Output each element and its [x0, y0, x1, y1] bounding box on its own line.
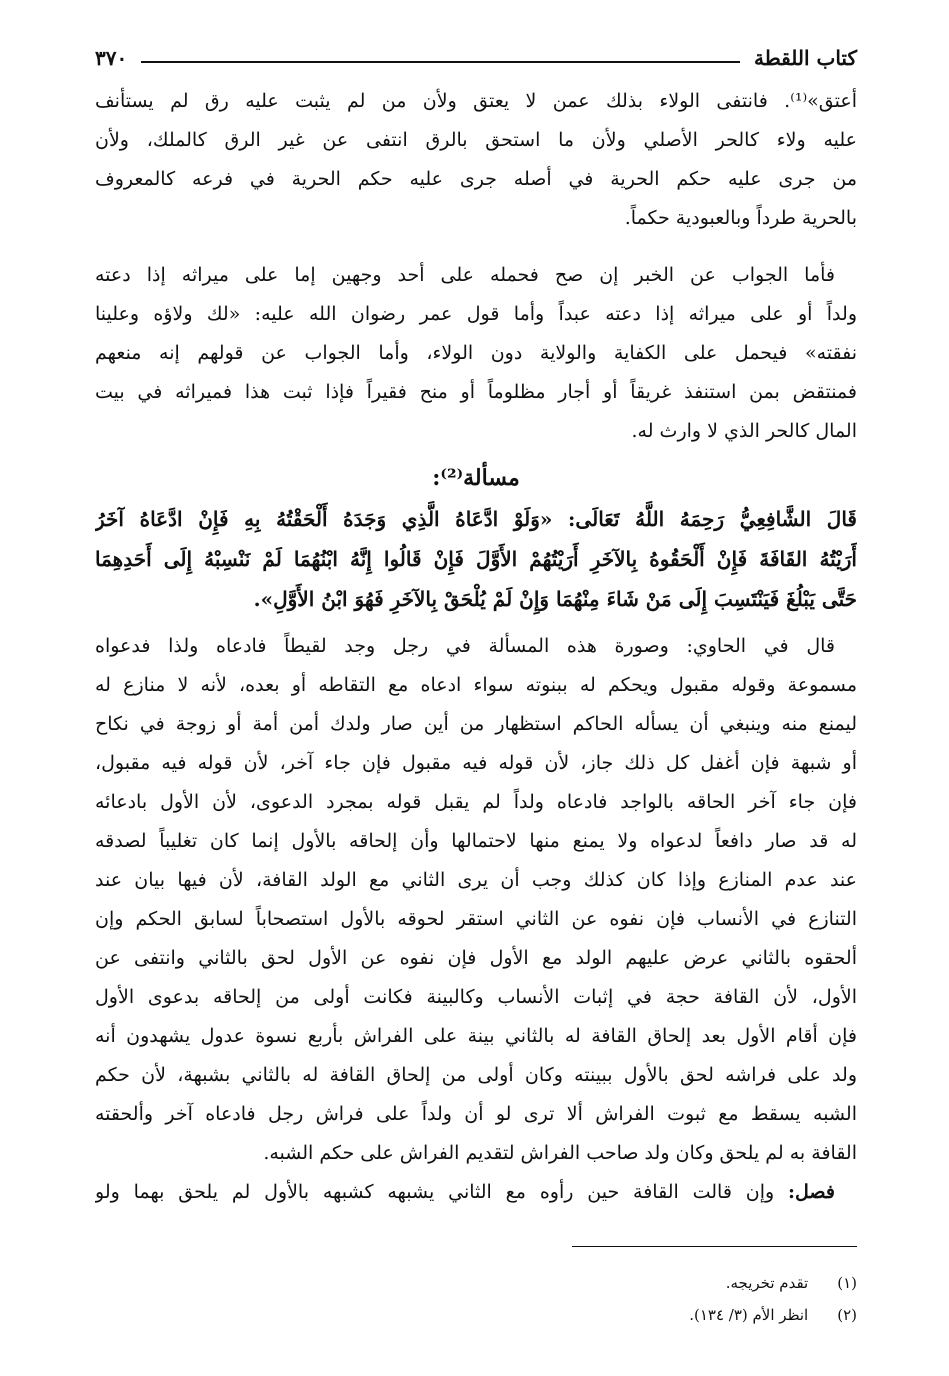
footnote-text: تقدم تخريجه.	[725, 1274, 809, 1292]
fasl-label: فصل:	[788, 1181, 835, 1203]
running-title: كتاب اللقطة	[754, 46, 857, 70]
quoted-text	[95, 499, 857, 619]
paragraph-3	[95, 627, 857, 1173]
text-line: الشبه يسقط مع ثبوت الفراش ألا ترى لو أن ولداً على فراش رجل فادعاه آخر وألحقته	[95, 1103, 857, 1125]
footnote	[95, 1267, 857, 1299]
text-line: من جرى عليه حكم الحرية في أصله جرى عليه حكم الحرية في فرعه كالمعروف	[95, 168, 857, 190]
page-header	[95, 40, 857, 76]
footnote-rule	[572, 1246, 857, 1247]
text-line: القافة به لم يلحق وكان ولد صاحب الفراش لتقديم الفراش على حكم الشبه.	[263, 1142, 857, 1164]
text-line: المال كالحر الذي لا وارث له.	[631, 420, 857, 442]
text-line: بالحرية طرداً وبالعبودية حكماً.	[624, 207, 857, 229]
text-line: فإن جاء آخر الحاقه بالواجد فادعاه ولداً لم يقبل قوله بمجرد الدعوى، لأن الأول بادعائه	[95, 791, 857, 813]
page-number: ٣٧٠	[95, 46, 128, 70]
text-line: أو شبهة فإن أغفل كل ذلك جاز، لأن قوله فيه مقبول فإن جاء آخر، لأن قوله فيه مقبول،	[95, 752, 857, 774]
text-line: حَتَّى يَبْلُغَ فَيَنْتَسِبَ إِلَى مَنْ شَاءَ مِنْهُمَا وَإِنْ لَمْ يُلْحَقْ بِالآخَرِ فَهُوَ ابْنُ الأَوَّلِ».	[253, 587, 857, 611]
footnote-number: (٢)	[837, 1306, 857, 1324]
text-line: ولداً أو على ميراثه إذا دعته عبداً وأما قول عمر رضوان الله عليه: «لك ولاؤه وعلينا	[95, 303, 857, 325]
text-line: أَرَيْتُهُ القَافَةَ فَإِنْ أَلْحَقُوهُ بِالآخَرِ أَرَيْتُهُمْ الأَوَّلَ فَإِنْ قَالُوا إِنَّهُ ابْنُهُمَا لَمْ نَنْسِبْهُ إِلَى أَحَدِهِمَا	[95, 547, 857, 571]
fasl-text: وإن قالت القافة حين رأوه مع الثاني يشبهه كشبهه بالأول لم يلحق بهما ولو	[95, 1181, 789, 1203]
section-heading: مسألة⁽²⁾:	[432, 465, 520, 491]
text-line: فإن أقام الأول بعد إلحاق القافة له بالثاني بينة على الفراش بأربع نسوة عدول يشهدون أنه	[95, 1025, 857, 1047]
footnote-number: (١)	[837, 1274, 857, 1292]
header-rule	[141, 61, 740, 63]
paragraph-2-cont	[95, 295, 857, 451]
paragraph-2	[95, 256, 857, 295]
text-line: فأما الجواب عن الخبر إن صح فحمله على أحد وجهين إما على ميراثه إذا دعته	[95, 264, 835, 286]
text-line: له قد صار دافعاً لدعواه ولا يمنع منها لاحتمالها وأن إلحاقه بالأول إنما كان تغليباً لصدقه	[95, 830, 857, 852]
text-line: عند عدم المنازع وإذا كان كذلك وجب أن يرى الثاني مع الولد القافة، لأن فيها بيان عند	[95, 869, 857, 891]
book-page	[95, 40, 857, 1331]
text-line: قال في الحاوي: وصورة هذه المسألة في رجل وجد لقيطاً فادعاه ولذا فدعواه	[95, 635, 835, 657]
text-line: عليه ولاء كالحر الأصلي ولأن ما استحق بالرق انتفى عن غير الرق كالملك، ولأن	[95, 129, 857, 151]
text-line: فمنتقض بمن استنفذ غريقاً أو أجار مظلوماً أو منح فقيراً فإذا ثبت هذا فميراثه في بيت	[95, 381, 857, 403]
text-line	[95, 1173, 857, 1212]
footnote-text: انظر الأم (٣/ ١٣٤).	[689, 1306, 809, 1324]
text-line: قَالَ الشَّافِعِيُّ رَحِمَهُ اللَّهُ تَعَالَى: «وَلَوْ ادَّعَاهُ الَّذِي وَجَدَهُ أَلْحَقْتُهُ بِهِ فَإِنْ ادَّعَاهُ آخَرُ	[95, 507, 857, 531]
text-line: الأول، لأن القافة حجة في إثبات الأنساب وكالبينة فكانت أولى من إلحاقه بدعوى الأول	[95, 986, 857, 1008]
footnote	[95, 1299, 857, 1331]
text-line: مسموعة وقوله مقبول ويحكم له ببنوته سواء ادعاه مع التقاطه أو بعده، لأنه لا منازع له	[95, 674, 857, 696]
text-line: أعتق»⁽¹⁾. فانتفى الولاء بذلك عمن لا يعتق ولأن من لم يثبت عليه رق لم يستأنف	[95, 90, 857, 112]
text-line: نفقته» فيحمل على الكفاية والولاية دون الولاء، وأما الجواب عن قولهم إنه منعهم	[95, 342, 857, 364]
text-line: ليمنع منه وينبغي أن يسأله الحاكم استظهار من أين صار ولدك أمن أمة أو زوجة في نكاح	[95, 713, 857, 735]
text-line: ولد على فراشه لحق بالأول ببينته وكان أولى من إلحاق القافة له بالثاني بشبهة، لأن حكم	[95, 1064, 857, 1086]
text-line: التنازع في الأنساب فإن نفوه عن الثاني استقر لحوقه بالأول استصحاباً لسابق الحكم وإن	[95, 908, 857, 930]
paragraph-1	[95, 82, 857, 238]
text-line: ألحقوه بالثاني عرض عليهم الولد مع الأول فإن نفوه عن الأول لحق بالثاني وانتفى عن	[95, 947, 857, 969]
paragraph-fasl	[95, 1173, 857, 1212]
